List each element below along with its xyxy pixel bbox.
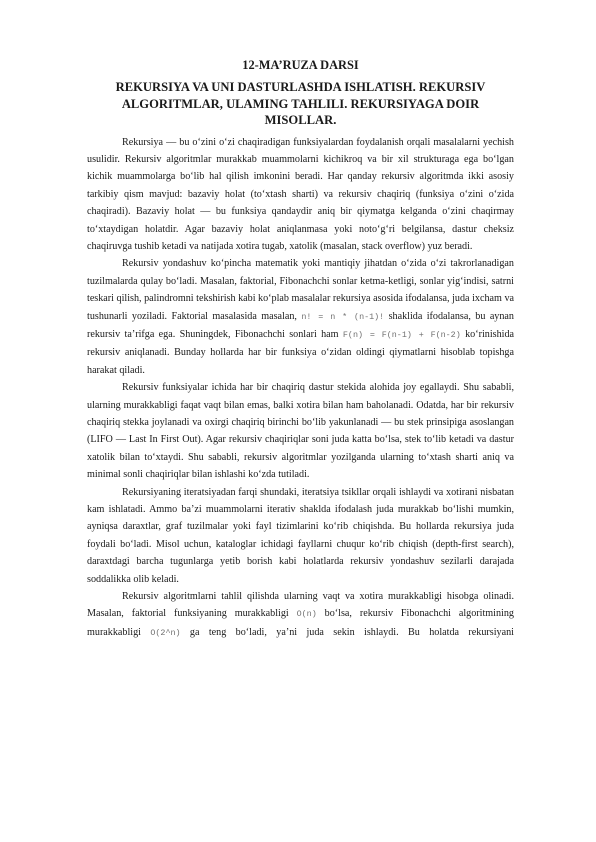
factorial-formula: n! = n * (n-1)! xyxy=(301,311,385,322)
paragraph-5 xyxy=(87,588,514,642)
paragraph-2-text-c: ko‘rinishida rekursiv aniqlanadi. Bunday hollarda har bir funksiya o‘zidan oldingi qiymatlarni hisoblab topishga harakat qiladi. xyxy=(87,328,515,376)
paragraph-3: Rekursiv funksiyalar ichida har bir chaqiriq dastur stekida alohida joy egallaydi. Shu sababli, ularning murakkabligi faqat vaqt bilan emas, balki xotira bilan ham baholanadi. Odatda, har bir rekursiv chaqiriq stekka joylanadi va oxirgi chaqiriq birinchi bo‘lib yakunlanadi — bu stek prinsipiga asoslangan (LIFO — Last In First Out). Agar rekursiv chaqiriqlar soni juda katta bo‘lsa, stek to‘lib ketadi va dastur xatolik bilan to‘xtaydi. Shu sababli, rekursiv algoritmlar yozilganda ularning to‘xtash sharti aniq va minimal sonli chaqiriqlar bilan ishlashi ko‘zda tutiladi. xyxy=(87,382,514,481)
fibonacci-formula: F(n) = F(n-1) + F(n-2) xyxy=(342,329,461,340)
paragraph-5-text-b: bo‘lsa, rekursiv Fibonachchi algoritmining murakkabligi xyxy=(87,608,514,638)
paragraph-5-text-c: ga teng bo‘ladi, ya’ni juda sekin ishlaydi. Bu holatda rekursiyani xyxy=(180,626,514,638)
paragraph-1: Rekursiya — bu o‘zini o‘zi chaqiradigan funksiyalardan foydalanish orqali masalalarni yechish usulidir. Rekursiv algoritmlar murakkab muammolarni kichikroq va bir xil strukturaga ega bo‘lgan kichik muammolarga bo‘lib hal qilish imkonini beradi. Har qanday rekursiv algoritmda ikki asosiy tarkibiy qism mavjud: bazaviy holat (to‘xtash sharti) va rekursiv chaqiriq (funksiya o‘zini o‘zida chaqiradi). Bazaviy holat — bu funksiya qandaydir aniq bir qiymatga kelganda o‘zini chaqirmay to‘xtaydigan holatdir. Agar bazaviy holat aniqlanmasa yoki noto‘g‘ri belgilansa, dastur cheksiz chaqiruvga tushib ketadi va natijada xotira tugab, xatolik (masalan, stack overflow) yuz beradi. xyxy=(87,136,514,252)
paragraph-4: Rekursiyaning iteratsiyadan farqi shundaki, iteratsiya tsikllar orqali ishlaydi va xotirani nisbatan kam ishlatadi. Ammo ba’zi muammolarni iterativ shaklda ifodalash juda murakkab bo‘lishi mumkin, ayniqsa daraxtlar, graf tuzilmalar yoki fayl tizimlarini ko‘rib chiqishda. Bu hollarda rekursiya juda foydali bo‘ladi. Misol uchun, kataloglar ichidagi fayllarni chuqur ko‘rib chiqish (depth-first search), daraxtdagi barcha tugunlarga yetib borish kabi holatlarda rekursiv yondashuv sezilarli darajada soddalikka olib keladi. xyxy=(87,486,514,585)
factorial-complexity: O(n) xyxy=(296,609,317,620)
lecture-number: 12-MA’RUZA DARSI xyxy=(242,58,359,72)
paragraph-2-text-a: Rekursiv yondashuv ko‘pincha matematik yoki mantiqiy jihatdan o‘zida o‘zi takrorlanadigan tuzilmalarda qulay bo‘ladi. Masalan, faktorial, Fibonachchi sonlar ketma-ketligi, sonlar yig‘indisi, satrni teskari qilish, palindromni tekshirish kabi ko‘plab masalalar rekursiya asosida ifodalansa, juda ixcham va tushunarli yoziladi. Faktorial masalasida masalan, xyxy=(87,258,514,322)
paragraph-5-text-a: Rekursiv algoritmlarni tahlil qilishda ularning vaqt va xotira murakkabligi hisobga olinadi. Masalan, faktorial funksiyaning murakkabligi xyxy=(87,591,514,620)
paragraph-2-text-b: shaklida ifodalansa, bu aynan rekursiv ta’rifga ega. Shuningdek, Fibonachchi sonlari ham xyxy=(87,310,514,340)
fibonacci-complexity: O(2^n) xyxy=(150,627,181,638)
lecture-title: REKURSIYA VA UNI DASTURLASHDA ISHLATISH. REKURSIV ALGORITMLAR, ULAMING TAHLILI. REKURSIYAGA DOIR MISOLLAR. xyxy=(115,80,486,127)
paragraph-2 xyxy=(87,255,514,379)
